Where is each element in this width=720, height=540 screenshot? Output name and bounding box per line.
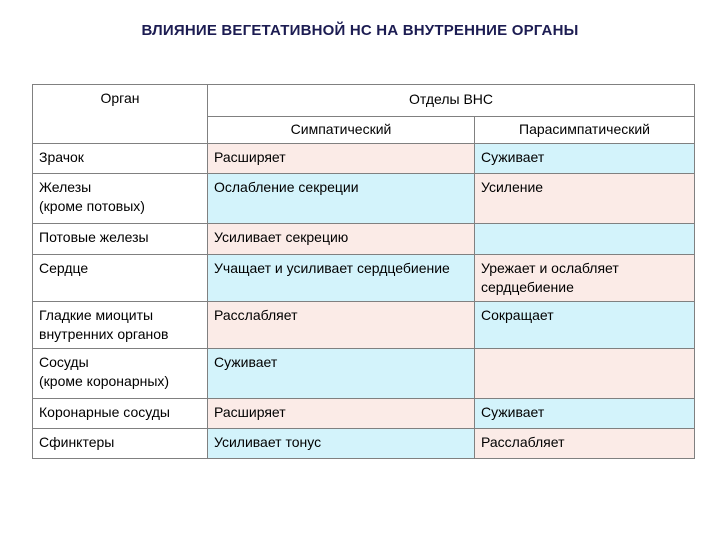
page-title: ВЛИЯНИЕ ВЕГЕТАТИВНОЙ НС НА ВНУТРЕННИЕ ОРГАНЫ [141,22,579,39]
parasympathetic-cell: Суживает [475,399,695,429]
parasympathetic-cell [475,349,695,399]
header-organ: Орган [33,85,208,144]
table-row [33,224,695,255]
organ-cell: Коронарные сосуды [33,399,208,429]
organ-cell: Зрачок [33,144,208,174]
sympathetic-cell: Расширяет [208,144,475,174]
table-row [33,349,695,399]
parasympathetic-cell: Расслабляет [475,429,695,459]
table-row [33,144,695,174]
sympathetic-cell: Учащает и усиливает сердцебиение [208,255,475,302]
header-parasympathetic: Парасимпатический [475,117,695,144]
sympathetic-cell: Расширяет [208,399,475,429]
table-row [33,399,695,429]
sympathetic-cell: Расслабляет [208,302,475,349]
organ-cell: Сердце [33,255,208,302]
table-row [33,174,695,224]
parasympathetic-cell: Сокращает [475,302,695,349]
sympathetic-cell: Усиливает секрецию [208,224,475,255]
table-row [33,429,695,459]
parasympathetic-cell: Урежает и ослабляет сердцебиение [475,255,695,302]
organ-cell: Сосуды (кроме коронарных) [33,349,208,399]
organ-cell: Потовые железы [33,224,208,255]
table-row [33,302,695,349]
parasympathetic-cell: Усиление [475,174,695,224]
organ-cell: Сфинктеры [33,429,208,459]
organ-cell: Гладкие миоциты внутренних органов [33,302,208,349]
organ-cell: Железы (кроме потовых) [33,174,208,224]
parasympathetic-cell [475,224,695,255]
header-sympathetic: Симпатический [208,117,475,144]
sympathetic-cell: Суживает [208,349,475,399]
header-departments: Отделы ВНС [208,85,695,117]
table-row [33,255,695,302]
sympathetic-cell: Усиливает тонус [208,429,475,459]
sympathetic-cell: Ослабление секреции [208,174,475,224]
parasympathetic-cell: Суживает [475,144,695,174]
header-row [33,85,695,117]
vns-effects-table [32,84,695,459]
